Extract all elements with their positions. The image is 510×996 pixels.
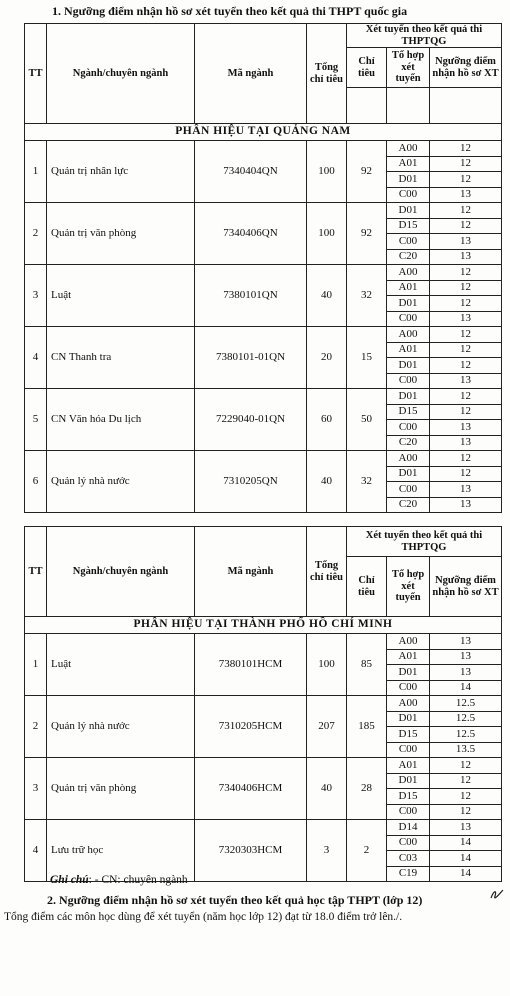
header-combo: Tổ hợp xét tuyển [387,557,430,617]
major-name: Quản trị văn phòng [47,758,195,820]
threshold-score: 13 [430,311,502,327]
row-number: 3 [25,265,47,327]
combo-code: D14 [387,820,430,836]
threshold-score: 13 [430,497,502,513]
table-row [25,451,502,467]
threshold-score: 14 [430,680,502,696]
row-number: 2 [25,203,47,265]
quota: 85 [347,634,387,696]
major-code: 7320303HCM [195,820,307,882]
combo-code: D15 [387,727,430,743]
combo-code: C00 [387,835,430,851]
row-number: 1 [25,634,47,696]
major-code: 7310205HCM [195,696,307,758]
major-name: Quản trị văn phòng [47,203,195,265]
quota: 32 [347,451,387,513]
threshold-score: 13 [430,649,502,665]
quota: 2 [347,820,387,882]
campus-heading-quang-nam: PHÂN HIỆU TẠI QUẢNG NAM [25,124,502,141]
threshold-score: 14 [430,851,502,867]
total-quota: 207 [307,696,347,758]
table-row [25,389,502,405]
combo-code: C00 [387,804,430,820]
major-name: CN Thanh tra [47,327,195,389]
combo-code: C19 [387,866,430,882]
threshold-score: 14 [430,866,502,882]
table-row [25,634,502,650]
combo-code: D01 [387,389,430,405]
combo-code: A00 [387,451,430,467]
note-text: : - CN: chuyên ngành [88,874,188,886]
quota: 92 [347,203,387,265]
combo-code: C00 [387,187,430,203]
threshold-score: 12 [430,773,502,789]
combo-code: D01 [387,203,430,219]
header-threshold: Ngưỡng điểm nhận hồ sơ XT [430,557,502,617]
quota: 28 [347,758,387,820]
header-major: Ngành/chuyên ngành [47,527,195,617]
threshold-score: 12 [430,342,502,358]
total-quota: 100 [307,203,347,265]
combo-code: C00 [387,234,430,250]
total-quota: 100 [307,634,347,696]
quota: 185 [347,696,387,758]
row-number: 2 [25,696,47,758]
major-name: Quản trị nhân lực [47,141,195,203]
table-row [25,820,502,836]
campus-heading-hcm: PHÂN HIỆU TẠI THÀNH PHỐ HỒ CHÍ MINH [25,617,502,634]
threshold-score: 12.5 [430,711,502,727]
combo-code: A01 [387,758,430,774]
threshold-score: 12 [430,172,502,188]
threshold-score: 12 [430,327,502,343]
header-threshold: Ngưỡng điểm nhận hồ sơ XT [430,48,502,88]
combo-code: C00 [387,482,430,498]
note-line [50,874,188,886]
quota: 32 [347,265,387,327]
header-total-quota: Tổng chỉ tiêu [307,24,347,124]
threshold-score: 12 [430,451,502,467]
header-code: Mã ngành [195,527,307,617]
total-quota: 40 [307,451,347,513]
section2-title: 2. Ngưỡng điểm nhận hồ sơ xét tuyển theo kết quả học tập THPT (lớp 12) [47,893,423,907]
threshold-score: 12 [430,296,502,312]
major-code: 7380101-01QN [195,327,307,389]
combo-code: A01 [387,156,430,172]
total-quota: 40 [307,758,347,820]
combo-code: C00 [387,742,430,758]
major-code: 7380101QN [195,265,307,327]
header-code: Mã ngành [195,24,307,124]
combo-code: D01 [387,296,430,312]
major-name: Lưu trữ học [47,820,195,882]
combo-code: C00 [387,373,430,389]
threshold-score: 13 [430,665,502,681]
combo-code: D01 [387,172,430,188]
combo-code: D15 [387,218,430,234]
combo-code: A01 [387,280,430,296]
major-name: Quản lý nhà nước [47,696,195,758]
threshold-score: 14 [430,835,502,851]
combo-code: C00 [387,311,430,327]
table-row [25,141,502,157]
threshold-score: 12 [430,389,502,405]
combo-code: C00 [387,420,430,436]
threshold-score: 13 [430,234,502,250]
total-quota: 3 [307,820,347,882]
header-tt: TT [25,527,47,617]
combo-code: D15 [387,404,430,420]
combo-code: A00 [387,327,430,343]
major-code: 7340406QN [195,203,307,265]
threshold-score: 12 [430,404,502,420]
threshold-score: 13.5 [430,742,502,758]
threshold-score: 12 [430,358,502,374]
total-quota: 20 [307,327,347,389]
combo-code: C03 [387,851,430,867]
threshold-score: 12 [430,789,502,805]
major-name: CN Văn hóa Du lịch [47,389,195,451]
row-number: 4 [25,327,47,389]
combo-code: D01 [387,466,430,482]
quota: 50 [347,389,387,451]
header-exam-group: Xét tuyển theo kết quả thi THPTQG [347,527,502,557]
header-combo: Tổ hợp xét tuyển [387,48,430,88]
threshold-score: 12 [430,758,502,774]
threshold-score: 12 [430,141,502,157]
header-quota: Chỉ tiêu [347,557,387,617]
major-code: 7340406HCM [195,758,307,820]
table-row [25,265,502,281]
total-quota: 100 [307,141,347,203]
combo-code: D01 [387,773,430,789]
combo-code: C00 [387,680,430,696]
table-row [25,758,502,774]
row-number: 5 [25,389,47,451]
header-total-quota: Tổng chỉ tiêu [307,527,347,617]
threshold-score: 13 [430,820,502,836]
combo-code: D01 [387,665,430,681]
table-row [25,327,502,343]
combo-code: A00 [387,634,430,650]
header-exam-group: Xét tuyển theo kết quả thi THPTQG [347,24,502,48]
threshold-score: 13 [430,634,502,650]
threshold-score: 12.5 [430,727,502,743]
combo-code: C20 [387,249,430,265]
major-code: 7310205QN [195,451,307,513]
row-number: 4 [25,820,47,882]
combo-code: C20 [387,497,430,513]
threshold-score: 12 [430,218,502,234]
major-code: 7229040-01QN [195,389,307,451]
threshold-score: 12 [430,280,502,296]
combo-code: A01 [387,342,430,358]
major-name: Luật [47,634,195,696]
major-name: Luật [47,265,195,327]
threshold-score: 13 [430,373,502,389]
threshold-score: 12 [430,804,502,820]
note-label: Ghi chú [50,874,89,886]
threshold-score: 12 [430,203,502,219]
combo-code: A00 [387,141,430,157]
header-quota: Chỉ tiêu [347,48,387,88]
row-number: 6 [25,451,47,513]
combo-code: D01 [387,358,430,374]
major-code: 7340404QN [195,141,307,203]
section2-text: Tổng điểm các môn học dùng để xét tuyển (năm học lớp 12) đạt từ 18.0 điểm trở lên./. [4,911,403,923]
threshold-score: 13 [430,482,502,498]
threshold-score: 13 [430,187,502,203]
admission-table-quang-nam [24,23,502,513]
threshold-score: 13 [430,435,502,451]
admission-table-hcm [24,526,502,882]
major-name: Quản lý nhà nước [47,451,195,513]
signature-mark [490,888,504,900]
threshold-score: 12 [430,466,502,482]
threshold-score: 12 [430,265,502,281]
threshold-score: 12 [430,156,502,172]
quota: 92 [347,141,387,203]
section1-title: 1. Ngưỡng điểm nhận hồ sơ xét tuyển theo kết quả thi THPT quốc gia [52,4,408,18]
threshold-score: 12.5 [430,696,502,712]
total-quota: 40 [307,265,347,327]
threshold-score: 13 [430,420,502,436]
threshold-score: 13 [430,249,502,265]
total-quota: 60 [307,389,347,451]
combo-code: D15 [387,789,430,805]
combo-code: D01 [387,711,430,727]
row-number: 1 [25,141,47,203]
combo-code: A01 [387,649,430,665]
table-row [25,696,502,712]
row-number: 3 [25,758,47,820]
major-code: 7380101HCM [195,634,307,696]
quota: 15 [347,327,387,389]
combo-code: A00 [387,265,430,281]
header-tt: TT [25,24,47,124]
table-row [25,203,502,219]
combo-code: A00 [387,696,430,712]
combo-code: C20 [387,435,430,451]
header-major: Ngành/chuyên ngành [47,24,195,124]
